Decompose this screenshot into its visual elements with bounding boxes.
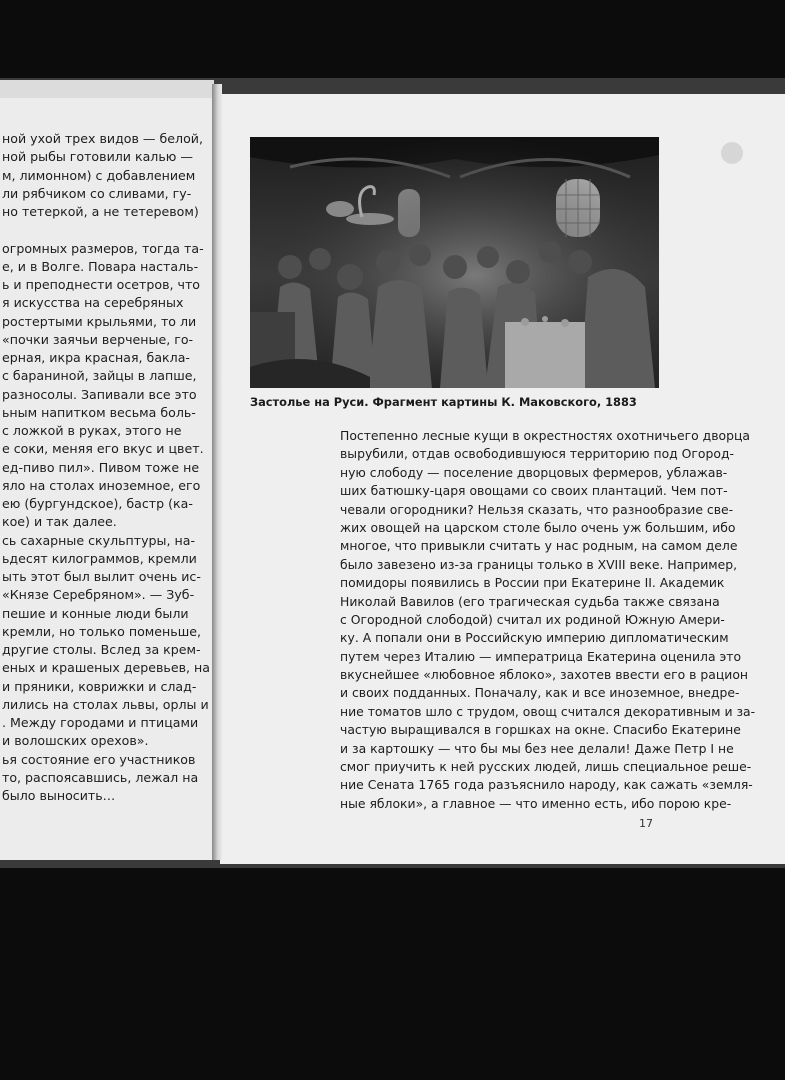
left-page-line: ед-пиво пил». Пивом тоже не — [2, 459, 200, 475]
body-text-line: многое, что привыкли считать у нас родным, на самом деле — [340, 538, 738, 554]
left-page-line: с ложкой в руках, этого не — [2, 423, 182, 438]
left-page-line: яло на столах иноземное, его — [2, 477, 201, 493]
body-text-line: вкуснейшее «любовное яблоко», захотев ввести его в рацион — [340, 667, 748, 683]
body-text-line: с Огородной слободой) считал их родиной Южную Амери- — [340, 611, 725, 627]
left-page-line: с бараниной, зайцы в лапше, — [2, 368, 197, 384]
left-page-line: «Князе Серебряном». — Зуб- — [2, 587, 195, 603]
left-page-line: и волошских орехов». — [2, 733, 149, 749]
left-page-top-edge — [0, 80, 214, 98]
body-text-line: и своих подданных. Поначалу, как и все иноземное, внедре- — [340, 685, 740, 701]
left-page-line: ьдесят килограммов, кремли — [2, 550, 197, 566]
left-page-line: но тетеркой, а не тетеревом) — [2, 204, 199, 219]
left-page-line: было выносить… — [2, 788, 116, 803]
left-page-line: кое) и так далее. — [2, 514, 117, 530]
left-page-line: ростертыми крыльями, то ли — [2, 313, 197, 329]
left-page-line: е соки, меняя его вкус и цвет. — [2, 441, 204, 457]
body-text-line: жих овощей на царском столе было очень уж большим, ибо — [340, 519, 736, 535]
left-page-line: еных и крашеных деревьев, на — [2, 660, 210, 676]
left-page-line: разносолы. Запивали все это — [2, 386, 197, 402]
left-page-line: огромных размеров, тогда та- — [2, 240, 204, 256]
left-page-line: другие столы. Вслед за крем- — [2, 642, 201, 657]
feast-painting-image — [250, 137, 659, 388]
body-text-line: Николай Вавилов (его трагическая судьба также связана — [340, 593, 720, 609]
left-page-line: и пряники, коврижки и слад- — [2, 678, 197, 694]
body-text-line: вырубили, отдав освободившуюся территорию под Огород- — [340, 446, 734, 462]
left-page-line: то, распоясавшись, лежал на — [2, 769, 199, 785]
left-page-line — [2, 221, 188, 239]
left-page-line: «почки заячьи верченые, го- — [2, 331, 194, 347]
left-page-line: м, лимонном) с добавлением — [2, 167, 196, 183]
left-page-line: ли рябчиком со сливами, гу- — [2, 185, 192, 201]
left-page-text — [2, 130, 210, 805]
body-text-line: ние томатов шло с трудом, овощ считался декоративным и за- — [340, 703, 756, 719]
book-gutter — [212, 84, 222, 860]
body-text-line: путем через Италию — императрица Екатерина оценила это — [340, 648, 742, 664]
body-text-line: и за картошку — что бы мы без нее делали! Даже Петр I не — [340, 740, 734, 756]
body-text-line: было завезено из-за границы только в XVIII веке. Например, — [340, 556, 738, 572]
body-text-line: чевали огородники? Нельзя сказать, что разнообразие све- — [340, 501, 734, 517]
left-page-line: ерная, икра красная, бакла- — [2, 350, 190, 365]
left-page-line: ею (бургундское), бастр (ка- — [2, 496, 193, 511]
left-page-line: лились на столах львы, орлы и — [2, 696, 209, 712]
body-text-line: ную слободу — поселение дворцовых фермеров, ублажав- — [340, 464, 728, 480]
left-page-line: ной рыбы готовили калью — — [2, 149, 193, 165]
left-page-line: ь и преподнести осетров, что — [2, 277, 200, 292]
body-text-line: помидоры появились в России при Екатерине II. Академик — [340, 575, 725, 591]
body-text-line: ные яблоки», а главное — что именно есть, ибо порою кре- — [340, 795, 732, 811]
page-number: 17 — [639, 817, 653, 830]
left-page-line: сь сахарные скульптуры, на- — [2, 532, 196, 548]
left-page-line: я искусства на серебряных — [2, 295, 184, 311]
left-page-line: ья состояние его участников — [2, 751, 196, 767]
body-text-line: ших батюшку-царя овощами со своих плантаций. Чем пот- — [340, 483, 728, 499]
left-page-line: е, и в Волге. Повара насталь- — [2, 258, 199, 274]
body-text-line: частую выращивался в горшках на окне. Спасибо Екатерине — [340, 722, 741, 738]
main-body-text — [340, 427, 756, 813]
left-page-line: кремли, но только поменьше, — [2, 623, 201, 639]
left-page-line: пешие и конные люди были — [2, 605, 189, 621]
body-text-line: Постепенно лесные кущи в окрестностях охотничьего дворца — [340, 428, 751, 443]
left-page-line: ьным напитком весьма боль- — [2, 404, 196, 420]
left-page-line: . Между городами и птицами — [2, 715, 199, 730]
body-text-line: ку. А попали они в Российскую империю дипломатическим — [340, 630, 729, 646]
left-page-line: ыть этот был вылит очень ис- — [2, 569, 201, 584]
bleed-through-mark — [721, 142, 743, 164]
body-text-line: ние Сената 1765 года разъяснило народу, как сажать «земля- — [340, 777, 753, 793]
body-text-line: смог приучить к ней русских людей, лишь специальное реше- — [340, 759, 752, 775]
illustration-caption: Застолье на Руси. Фрагмент картины К. Маковского, 1883 — [250, 395, 637, 409]
left-page-line: ной ухой трех видов — белой, — [2, 131, 203, 146]
painting-illustration — [250, 137, 659, 388]
